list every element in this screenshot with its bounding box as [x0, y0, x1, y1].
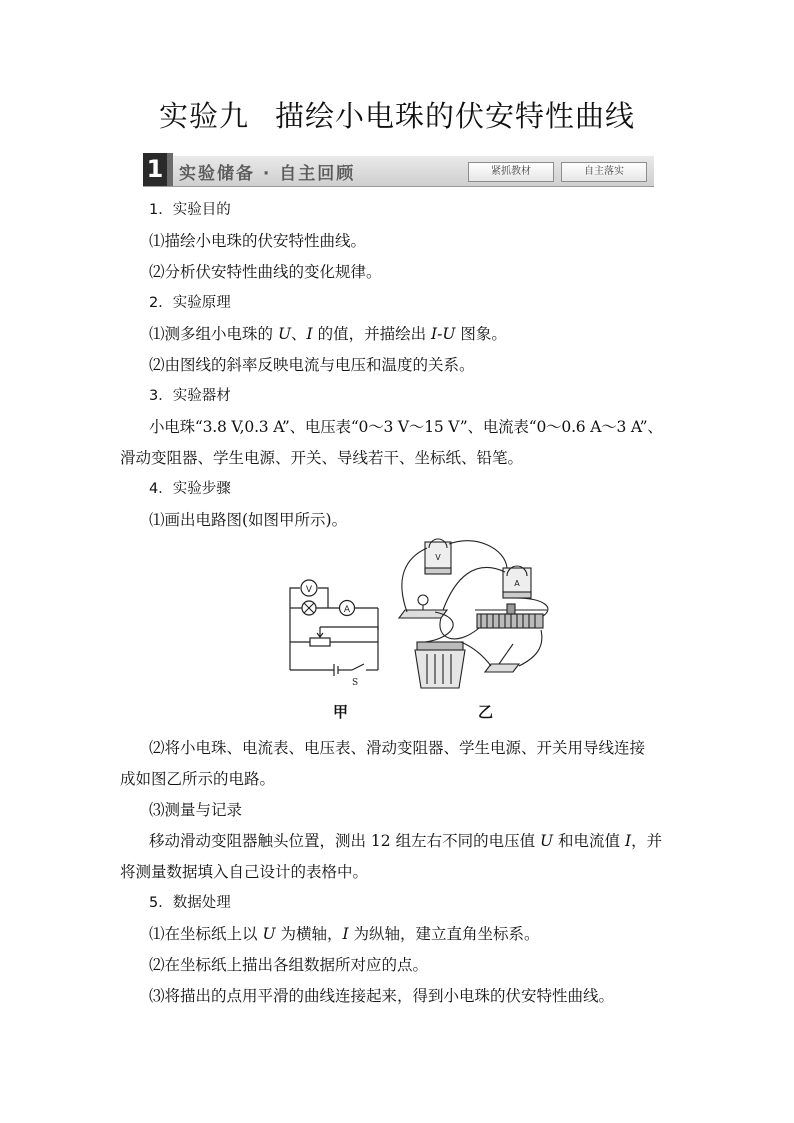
figure-label-yi: 乙 — [478, 703, 494, 721]
self-practice-button[interactable]: 自主落实 — [561, 162, 647, 182]
text: ⑴在坐标纸上以 — [149, 925, 263, 943]
equipment-line-2: 滑动变阻器、学生电源、开关、导线若干、坐标纸、铅笔。 — [120, 449, 524, 467]
heading-principle: 2．实验原理 — [149, 295, 231, 311]
steps-item-3-line-2: 将测量数据填入自己设计的表格中。 — [120, 863, 369, 881]
voltmeter-device-icon — [425, 539, 451, 574]
section-banner — [143, 156, 654, 187]
circuit-schematic — [280, 540, 390, 690]
steps-item-3-line-1 — [149, 831, 662, 851]
steps-item-3: ⑶测量与记录 — [149, 801, 243, 819]
heading-data-processing: 5．数据处理 — [149, 895, 231, 911]
battery-icon — [415, 642, 465, 688]
banner-number: 1 — [143, 153, 167, 186]
var-u: U — [540, 832, 554, 850]
page-title — [0, 94, 794, 135]
lamp-board-icon — [399, 595, 447, 618]
purpose-item-1: ⑴描绘小电珠的伏安特性曲线。 — [149, 232, 367, 250]
figure-label-jia: 甲 — [333, 703, 349, 721]
ammeter-label: A — [343, 605, 351, 615]
lamp-icon — [302, 601, 316, 615]
purpose-item-2: ⑵分析伏安特性曲线的变化规律。 — [149, 263, 382, 281]
text: 为横轴， — [275, 925, 343, 943]
ammeter-device-icon — [503, 566, 531, 598]
steps-item-2-line-2: 成如图乙所示的电路。 — [120, 770, 276, 788]
switch-label: S — [352, 678, 359, 688]
data-item-2: ⑵在坐标纸上描出各组数据所对应的点。 — [149, 956, 429, 974]
data-item-1 — [149, 924, 540, 944]
var-u: U — [262, 925, 276, 943]
voltmeter-icon — [301, 580, 317, 596]
principle-item-2: ⑵由图线的斜率反映电流与电压和温度的关系。 — [149, 356, 475, 374]
voltmeter-label: V — [305, 585, 313, 595]
data-item-3: ⑶将描出的点用平滑的曲线连接起来，得到小电珠的伏安特性曲线。 — [149, 987, 615, 1005]
var-i: I — [306, 325, 313, 343]
text: 和电流值 — [553, 832, 625, 850]
textbook-button[interactable]: 紧抓教材 — [468, 162, 554, 182]
text: 图象。 — [455, 325, 507, 343]
ammeter-icon — [340, 601, 355, 616]
text: 、 — [291, 325, 307, 343]
apparatus-diagram-yi — [395, 538, 570, 697]
heading-purpose: 1．实验目的 — [149, 202, 231, 218]
svg-text:A: A — [514, 579, 520, 588]
equipment-line-1: 小电珠“3.8 V,0.3 A”、电压表“0～3 V～15 V”、电流表“0～0.6 A～3 A”、 — [149, 418, 663, 436]
title-experiment-name: 描绘小电珠的伏安特性曲线 — [275, 99, 636, 133]
text: 为纵轴，建立直角坐标系。 — [348, 925, 540, 943]
steps-item-1: ⑴画出电路图(如图甲所示)。 — [149, 511, 348, 529]
svg-text:V: V — [435, 553, 441, 562]
var-i: I — [624, 832, 632, 850]
var-i: I — [342, 925, 349, 943]
text: ⑴测多组小电珠的 — [149, 325, 278, 343]
rheostat-device-icon — [475, 604, 547, 628]
title-experiment-number: 实验九 — [158, 99, 249, 133]
rheostat-icon — [310, 638, 330, 646]
principle-item-1 — [149, 324, 507, 344]
circuit-diagram-jia-clean — [280, 540, 390, 694]
steps-item-2-line-1: ⑵将小电珠、电流表、电压表、滑动变阻器、学生电源、开关用导线连接 — [149, 739, 646, 757]
text: ，并 — [631, 832, 663, 850]
heading-steps: 4．实验步骤 — [149, 481, 231, 497]
text: 的值，并描绘出 — [312, 325, 432, 343]
heading-equipment: 3．实验器材 — [149, 388, 231, 404]
banner-title: 实验储备 · 自主回顾 — [179, 164, 356, 184]
apparatus-sketch — [395, 538, 570, 693]
var-iu: I-U — [431, 325, 456, 343]
switch-device-icon — [485, 644, 519, 672]
var-u: U — [277, 325, 292, 343]
text: 移动滑动变阻器触头位置，测出 12 组左右不同的电压值 — [149, 832, 541, 850]
